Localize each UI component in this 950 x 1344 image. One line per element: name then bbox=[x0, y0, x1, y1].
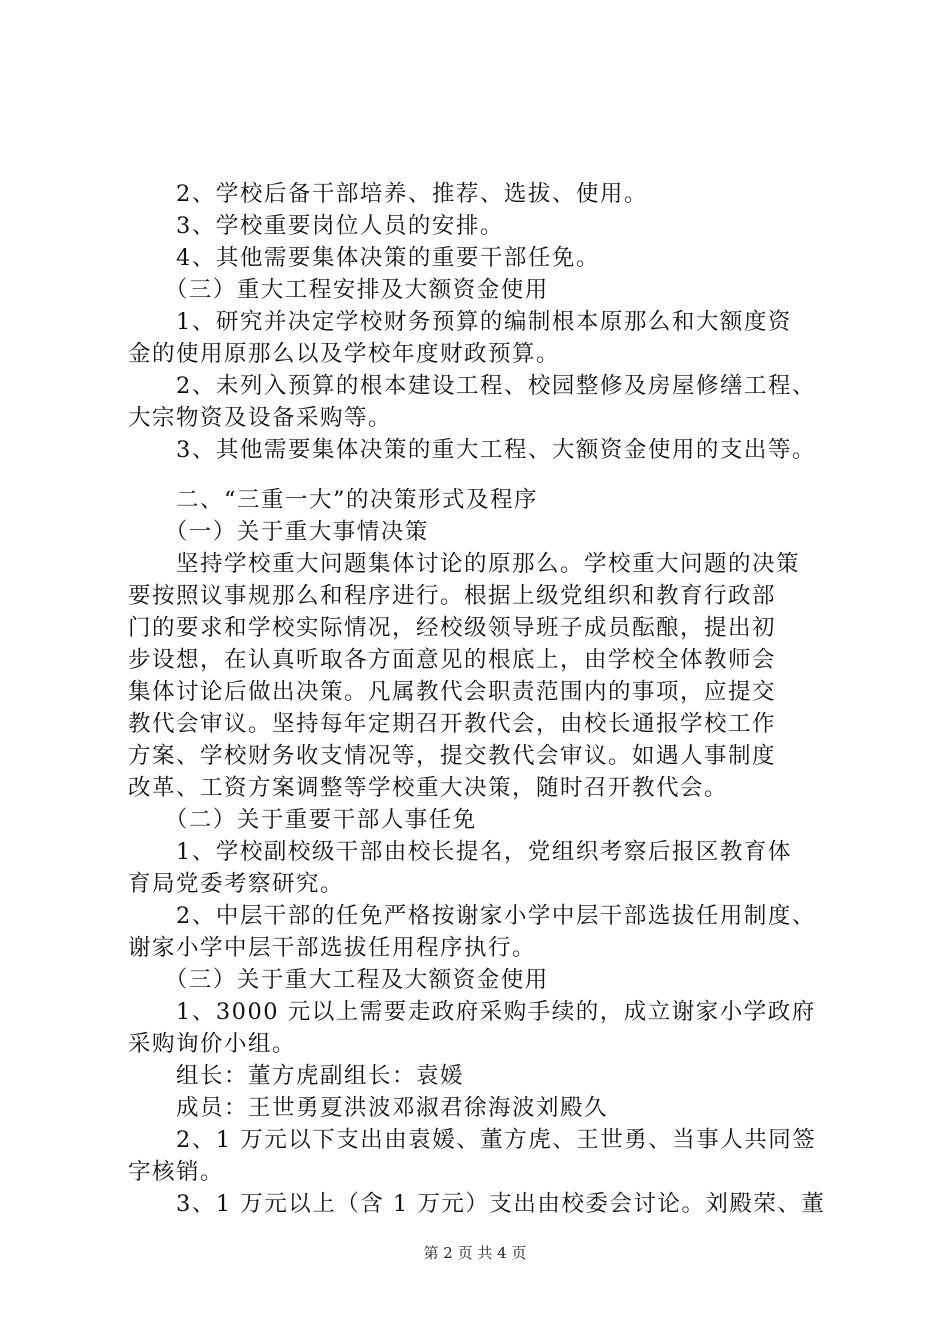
text-line: 集体讨论后做出决策。凡属教代会职责范围内的事项，应提交 bbox=[128, 679, 777, 705]
section-heading: （三）重大工程安排及大额资金使用 bbox=[128, 277, 549, 303]
text-line: 3、学校重要岗位人员的安排。 bbox=[128, 213, 504, 239]
section-heading: （一）关于重大事情决策 bbox=[128, 519, 429, 545]
text-line: 2、学校后备干部培养、推荐、选拔、使用。 bbox=[128, 181, 648, 207]
text-line: 成员：王世勇夏洪波邓淑君徐海波刘殿久 bbox=[128, 1095, 609, 1121]
text-line: 要按照议事规那么和程序进行。根据上级党组织和教育行政部 bbox=[128, 583, 777, 609]
text-line: 门的要求和学校实际情况，经校级领导班子成员酝酿，提出初 bbox=[128, 615, 777, 641]
text-line: 方案、学校财务收支情况等，提交教代会审议。如遇人事制度 bbox=[128, 743, 777, 769]
text-line: 金的使用原那么以及学校年度财政预算。 bbox=[128, 341, 561, 367]
text-line: 2、中层干部的任免严格按谢家小学中层干部选拔任用制度、 bbox=[128, 903, 816, 929]
text-line: 1、学校副校级干部由校长提名，党组织考察后报区教育体 bbox=[128, 839, 792, 865]
text-line: 育局党委考察研究。 bbox=[128, 871, 345, 897]
section-heading: 二、“三重一大”的决策形式及程序 bbox=[128, 487, 539, 513]
section-heading: （三）关于重大工程及大额资金使用 bbox=[128, 967, 549, 993]
page-number-footer: 第 2 页 共 4 页 bbox=[423, 1244, 527, 1262]
text-line: 步设想，在认真听取各方面意见的根底上，由学校全体教师会 bbox=[128, 647, 777, 673]
section-heading: （二）关于重要干部人事任免 bbox=[128, 807, 477, 833]
text-line: 采购询价小组。 bbox=[128, 1031, 297, 1057]
text-line: 大宗物资及设备采购等。 bbox=[128, 405, 393, 431]
text-line: 2、未列入预算的根本建设工程、校园整修及房屋修缮工程、 bbox=[128, 373, 816, 399]
text-line: 1、3000 元以上需要走政府采购手续的，成立谢家小学政府 bbox=[128, 999, 816, 1025]
text-line: 字核销。 bbox=[128, 1159, 225, 1185]
text-line: 3、其他需要集体决策的重大工程、大额资金使用的支出等。 bbox=[128, 437, 816, 463]
text-line: 教代会审议。坚持每年定期召开教代会，由校长通报学校工作 bbox=[128, 711, 777, 737]
text-line: 1、研究并决定学校财务预算的编制根本原那么和大额度资 bbox=[128, 309, 792, 335]
text-line: 改革、工资方案调整等学校重大决策，随时召开教代会。 bbox=[128, 775, 729, 801]
text-line: 谢家小学中层干部选拔任用程序执行。 bbox=[128, 935, 537, 961]
text-line: 坚持学校重大问题集体讨论的原那么。学校重大问题的决策 bbox=[128, 551, 801, 577]
text-line: 4、其他需要集体决策的重要干部任免。 bbox=[128, 245, 600, 271]
text-line: 3、1 万元以上（含 1 万元）支出由校委会讨论。刘殿荣、董 bbox=[128, 1191, 826, 1217]
text-line: 组长：董方虎副组长：袁媛 bbox=[128, 1063, 465, 1089]
text-line: 2、1 万元以下支出由袁媛、董方虎、王世勇、当事人共同签 bbox=[128, 1127, 817, 1153]
